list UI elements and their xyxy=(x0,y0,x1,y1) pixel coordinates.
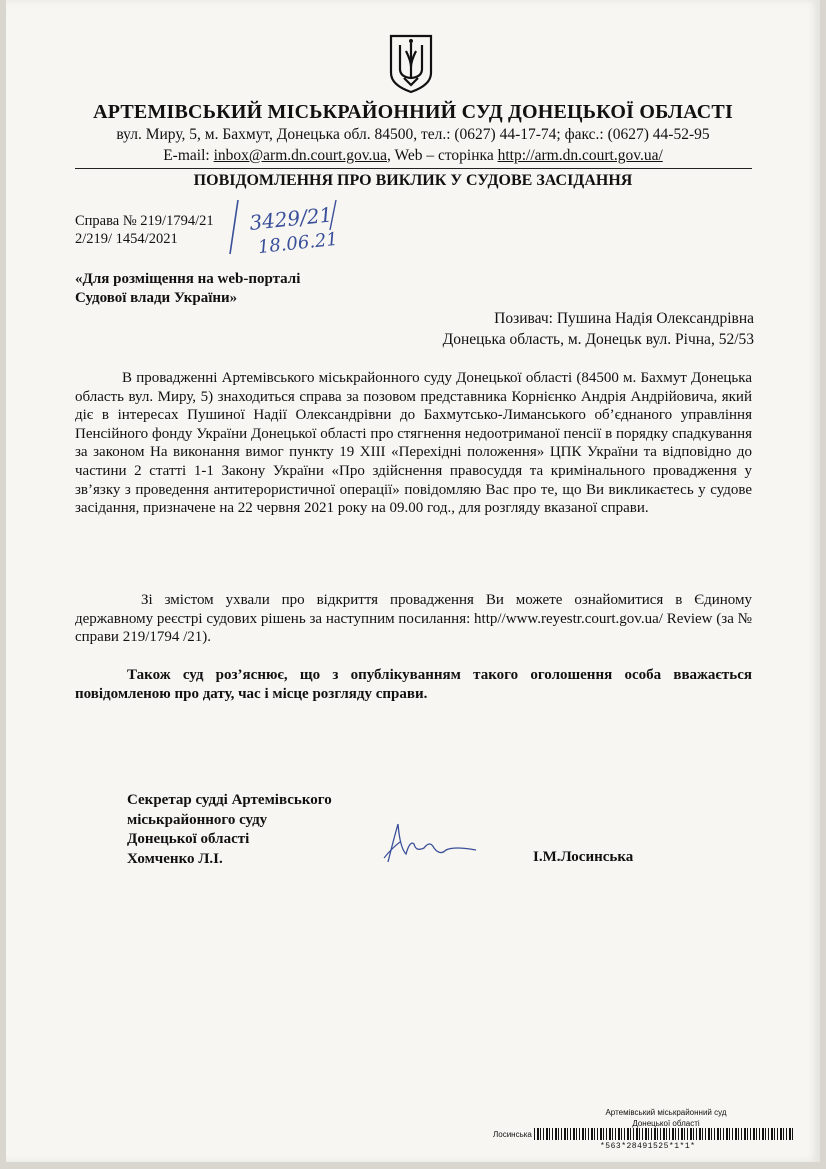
barcode-number: *563*28491525*1*1* xyxy=(600,1142,696,1151)
signature-line-2: міськрайонного суду xyxy=(127,811,268,828)
plaintiff-block xyxy=(443,308,754,350)
court-name: АРТЕМІВСЬКИЙ МІСЬКРАЙОННИЙ СУД ДОНЕЦЬКОЇ ОБЛАСТІ xyxy=(93,101,733,123)
handwritten-reg-number: 3429/21 xyxy=(248,202,334,235)
signature-line-1: Секретар судді Артемівського xyxy=(127,792,332,808)
plaintiff-name: Позивач: Пушина Надія Олександрівна xyxy=(494,310,754,327)
stamp-line-1: Артемівський міськрайонний суд xyxy=(605,1108,727,1117)
body-paragraph-1: В провадженні Артемівського міськрайонного суду Донецької області (84500 м. Бахмут Донецька область вул. Миру, 5) знаходиться справа за позовом представника Корнієнко Андрія Андрійовича, який діє в інтересах Пушиної Надії Олександрівни до Бахмутсько-Лиманського об’єднаного управління Пенсійного фонду України Донецької області про стягнення недоотриманої пенсії в порядку спадкування за законом На виконання вимог пункту 19 ХІІІ «Перехідні положення» ЦПК України та відповідно до частини 2 статті 1-1 Закону України «Про здійснення правосуддя та кримінального провадження у зв’язку з проведення антитерористичної операції» повідомляю Вас про те, що Ви викликаєтесь у судове засідання, призначене на 22 червня 2021 року на 09.00 год., для розгляду вказаної справи. xyxy=(75,370,752,517)
proceeding-number: 2/219/ 1454/2021 xyxy=(75,231,178,247)
case-number: Справа № 219/1794/21 xyxy=(75,213,214,229)
publication-note xyxy=(75,270,300,308)
barcode-prefix: Лосинська xyxy=(493,1129,532,1139)
handwritten-date: 18.06.21 xyxy=(256,228,339,258)
signature-block xyxy=(127,791,332,869)
court-address: вул. Миру, 5, м. Бахмут, Донецька обл. 84500, тел.: (0627) 44-17-74; факс.: (0627) 44-52-95 xyxy=(116,126,710,143)
web-label: , Web – сторінка xyxy=(387,147,498,164)
publication-line-2: Судової влади України» xyxy=(75,290,238,306)
publication-line-1: «Для розміщення на web-порталі xyxy=(75,271,301,287)
body-paragraph-3: Також суд роз’яснює, що з опублікуванням такого оголошення особа вважається повідомленою про дату, час і місце розгляду справи. xyxy=(75,667,752,702)
coat-of-arms-icon xyxy=(386,33,436,95)
web-link[interactable]: http://arm.dn.court.gov.ua/ xyxy=(497,147,663,164)
case-numbers xyxy=(75,212,214,248)
signature-line-4: Хомченко Л.І. xyxy=(127,850,223,867)
header-divider xyxy=(75,168,752,169)
email-label: E-mail: xyxy=(163,147,214,164)
footer-court-stamp xyxy=(586,1107,746,1129)
handwritten-signature xyxy=(380,818,480,868)
handwritten-registration xyxy=(228,196,348,258)
plaintiff-address: Донецька область, м. Донецьк вул. Річна, 52/53 xyxy=(442,331,754,348)
email-link[interactable]: inbox@arm.dn.court.gov.ua xyxy=(213,147,387,164)
notice-title: ПОВІДОМЛЕННЯ ПРО ВИКЛИК У СУДОВЕ ЗАСІДАННЯ xyxy=(193,172,633,189)
signature-line-3: Донецької області xyxy=(127,831,250,847)
court-contacts xyxy=(0,147,826,165)
signer-name: І.М.Лосинська xyxy=(533,849,634,865)
body-paragraph-2: Зі змістом ухвали про відкриття провадження Ви можете ознайомитися в Єдиному державному реєстрі судових рішень за наступним посилання: http//www.reyestr.court.gov.ua/ Review (за № справи 219/1794 /21). xyxy=(75,592,752,646)
barcode-icon xyxy=(534,1128,794,1140)
stamp-line-2: Донецької області xyxy=(632,1119,700,1128)
barcode-row xyxy=(493,1128,794,1140)
